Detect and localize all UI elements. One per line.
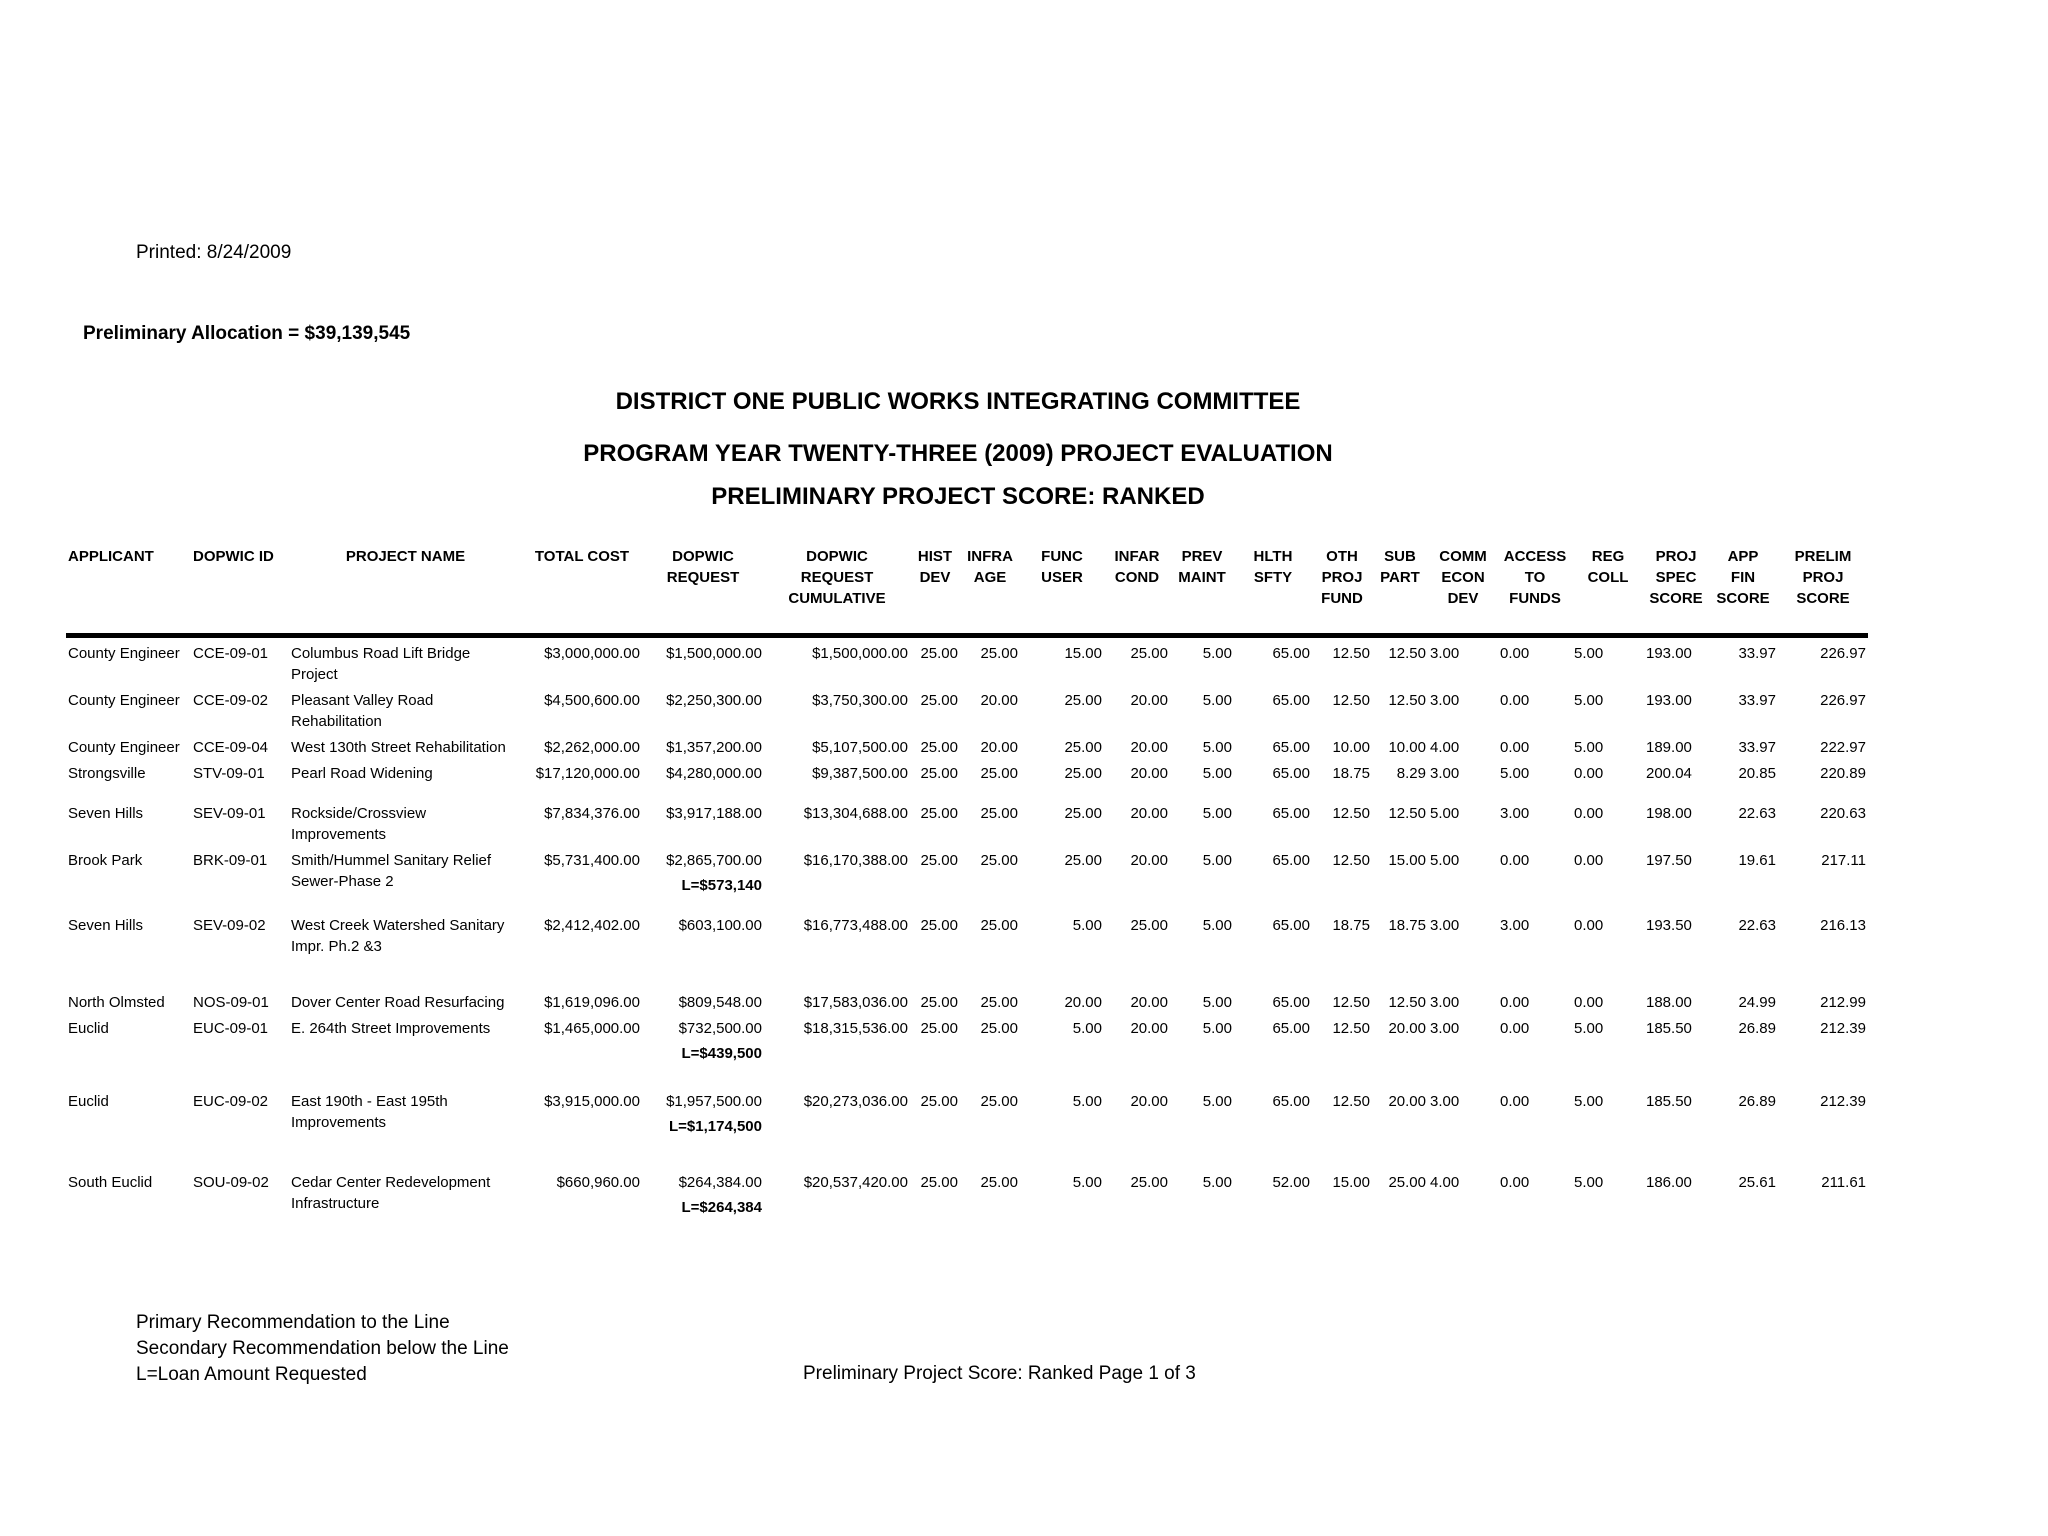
cell-reg: 0.00 <box>1574 765 1604 782</box>
cell-total: $17,120,000.00 <box>535 765 640 782</box>
cell-total: $2,262,000.00 <box>544 739 640 756</box>
cell-applicant: County Engineer <box>68 645 180 662</box>
cell-cumulative: $5,107,500.00 <box>812 739 908 756</box>
cell-oth: 12.50 <box>1332 805 1370 822</box>
cell-request <box>642 732 764 758</box>
cell-reg: 5.00 <box>1574 1174 1604 1191</box>
printed-date: Printed: 8/24/2009 <box>136 242 292 263</box>
cell-oth: 12.50 <box>1332 994 1370 1011</box>
column-header: HIST DEV <box>910 546 960 636</box>
cell-id: STV-09-01 <box>193 765 265 782</box>
cell-hist: 25.00 <box>920 852 958 869</box>
cell-cond: 25.00 <box>1130 917 1168 934</box>
cell-sub: 20.00 <box>1388 1093 1426 1110</box>
cell-infra: 25.00 <box>980 1174 1018 1191</box>
cell-fin: 33.97 <box>1738 645 1776 662</box>
cell-id: EUC-09-01 <box>193 1020 269 1037</box>
cell-comm: 3.00 <box>1430 692 1460 709</box>
cell-total: $2,412,402.00 <box>544 917 640 934</box>
report-title-score: PRELIMINARY PROJECT SCORE: RANKED <box>711 483 1205 510</box>
table-header-row <box>66 546 1868 636</box>
cell-id: SEV-09-01 <box>193 805 266 822</box>
cell-request <box>642 685 764 732</box>
cell-fin: 25.61 <box>1738 1174 1776 1191</box>
cell-spec: 193.50 <box>1646 917 1692 934</box>
cell-sub: 15.00 <box>1388 852 1426 869</box>
cell-sub: 12.50 <box>1388 805 1426 822</box>
cell-total: $4,500,600.00 <box>544 692 640 709</box>
cell-applicant: Euclid <box>68 1020 109 1037</box>
cell-fin: 26.89 <box>1738 1093 1776 1110</box>
cell-access: 5.00 <box>1500 765 1530 782</box>
cell-comm: 4.00 <box>1430 1174 1460 1191</box>
cell-infra: 25.00 <box>980 765 1018 782</box>
cell-request <box>642 636 764 686</box>
cell-request <box>642 798 764 845</box>
column-header: DOPWIC ID <box>191 546 289 636</box>
cell-infra: 25.00 <box>980 994 1018 1011</box>
cell-reg: 0.00 <box>1574 852 1604 869</box>
loan-amount: L=$1,174,500 <box>669 1118 762 1135</box>
cell-prev: 5.00 <box>1202 1020 1232 1037</box>
column-header: REG COLL <box>1572 546 1644 636</box>
cell-name: East 190th - East 195th Improvements <box>291 1093 448 1131</box>
cell-applicant: Seven Hills <box>68 917 144 934</box>
cell-func: 25.00 <box>1064 765 1102 782</box>
cell-name: West 130th Street Rehabilitation <box>291 739 506 756</box>
column-header: FUNC USER <box>1020 546 1104 636</box>
cell-applicant: Euclid <box>68 1093 109 1110</box>
cell-sub: 25.00 <box>1388 1174 1426 1191</box>
cell-sub: 18.75 <box>1388 917 1426 934</box>
cell-cond: 20.00 <box>1130 852 1168 869</box>
column-header: INFRA AGE <box>960 546 1020 636</box>
request-value: $1,357,200.00 <box>666 739 762 756</box>
cell-request <box>642 910 764 987</box>
cell-access: 0.00 <box>1500 1093 1530 1110</box>
request-value: $2,865,700.00 <box>666 852 762 869</box>
cell-prev: 5.00 <box>1202 692 1232 709</box>
preliminary-allocation: Preliminary Allocation = $39,139,545 <box>83 323 411 344</box>
cell-applicant: Seven Hills <box>68 805 144 822</box>
cell-oth: 10.00 <box>1332 739 1370 756</box>
cell-applicant: Strongsville <box>68 765 146 782</box>
cell-name: Pleasant Valley Road Rehabilitation <box>291 692 434 730</box>
cell-func: 5.00 <box>1072 1020 1102 1037</box>
cell-hlth: 65.00 <box>1272 692 1310 709</box>
cell-access: 3.00 <box>1500 805 1530 822</box>
cell-hlth: 65.00 <box>1272 645 1310 662</box>
cell-reg: 0.00 <box>1574 994 1604 1011</box>
cell-spec: 193.00 <box>1646 692 1692 709</box>
cell-spec: 193.00 <box>1646 645 1692 662</box>
cell-applicant: County Engineer <box>68 739 180 756</box>
cell-prelim: 212.39 <box>1820 1020 1866 1037</box>
cell-total: $7,834,376.00 <box>544 805 640 822</box>
cell-spec: 200.04 <box>1646 765 1692 782</box>
cell-spec: 198.00 <box>1646 805 1692 822</box>
cell-spec: 189.00 <box>1646 739 1692 756</box>
column-header: HLTH SFTY <box>1234 546 1312 636</box>
cell-reg: 0.00 <box>1574 805 1604 822</box>
cell-comm: 4.00 <box>1430 739 1460 756</box>
cell-id: BRK-09-01 <box>193 852 268 869</box>
cell-hist: 25.00 <box>920 645 958 662</box>
cell-func: 20.00 <box>1064 994 1102 1011</box>
cell-name: E. 264th Street Improvements <box>291 1020 491 1037</box>
cell-applicant: County Engineer <box>68 692 180 709</box>
cell-hlth: 65.00 <box>1272 994 1310 1011</box>
table-row <box>66 798 1868 845</box>
cell-prelim: 212.39 <box>1820 1093 1866 1110</box>
column-header: APPLICANT <box>66 546 191 636</box>
cell-hlth: 65.00 <box>1272 739 1310 756</box>
cell-cumulative: $20,537,420.00 <box>803 1174 908 1191</box>
cell-func: 5.00 <box>1072 917 1102 934</box>
cell-cond: 25.00 <box>1130 645 1168 662</box>
cell-sub: 10.00 <box>1388 739 1426 756</box>
column-header: APP FIN SCORE <box>1708 546 1778 636</box>
cell-prev: 5.00 <box>1202 917 1232 934</box>
cell-hist: 25.00 <box>920 1093 958 1110</box>
cell-id: CCE-09-04 <box>193 739 269 756</box>
cell-comm: 3.00 <box>1430 765 1460 782</box>
cell-oth: 12.50 <box>1332 645 1370 662</box>
cell-infra: 20.00 <box>980 739 1018 756</box>
column-header: OTH PROJ FUND <box>1312 546 1372 636</box>
request-value: $4,280,000.00 <box>666 765 762 782</box>
cell-func: 15.00 <box>1064 645 1102 662</box>
cell-request <box>642 845 764 910</box>
cell-request <box>642 987 764 1013</box>
table-row <box>66 1086 1868 1167</box>
request-value: $2,250,300.00 <box>666 692 762 709</box>
column-header: INFAR COND <box>1104 546 1170 636</box>
cell-prelim: 226.97 <box>1820 692 1866 709</box>
cell-access: 0.00 <box>1500 1020 1530 1037</box>
loan-amount: L=$264,384 <box>681 1199 762 1216</box>
cell-comm: 3.00 <box>1430 1093 1460 1110</box>
cell-cond: 20.00 <box>1130 805 1168 822</box>
cell-prev: 5.00 <box>1202 645 1232 662</box>
cell-id: NOS-09-01 <box>193 994 269 1011</box>
cell-request <box>642 1086 764 1167</box>
table-row <box>66 685 1868 732</box>
cell-request <box>642 1013 764 1086</box>
cell-prelim: 220.89 <box>1820 765 1866 782</box>
cell-total: $1,465,000.00 <box>544 1020 640 1037</box>
cell-spec: 188.00 <box>1646 994 1692 1011</box>
report-title-committee: DISTRICT ONE PUBLIC WORKS INTEGRATING COMMITTEE <box>615 388 1301 415</box>
cell-cumulative: $18,315,536.00 <box>803 1020 908 1037</box>
cell-access: 0.00 <box>1500 739 1530 756</box>
cell-prelim: 217.11 <box>1821 852 1866 869</box>
page-footer: Preliminary Project Score: Ranked Page 1 of 3 <box>803 1363 1196 1384</box>
cell-cumulative: $1,500,000.00 <box>812 645 908 662</box>
cell-hist: 25.00 <box>920 805 958 822</box>
column-header: PROJECT NAME <box>289 546 522 636</box>
cell-cond: 20.00 <box>1130 1020 1168 1037</box>
cell-sub: 20.00 <box>1388 1020 1426 1037</box>
column-header: DOPWIC REQUEST <box>642 546 764 636</box>
cell-prev: 5.00 <box>1202 1174 1232 1191</box>
cell-hlth: 65.00 <box>1272 917 1310 934</box>
loan-amount: L=$439,500 <box>681 1045 762 1062</box>
cell-request <box>642 758 764 798</box>
cell-hist: 25.00 <box>920 917 958 934</box>
cell-prelim: 216.13 <box>1820 917 1866 934</box>
cell-infra: 25.00 <box>980 852 1018 869</box>
cell-fin: 22.63 <box>1738 917 1776 934</box>
cell-fin: 19.61 <box>1738 852 1776 869</box>
cell-name: Cedar Center Redevelopment Infrastructure <box>291 1174 491 1212</box>
cell-oth: 18.75 <box>1332 917 1370 934</box>
note-primary: Primary Recommendation to the Line <box>136 1312 450 1333</box>
cell-prelim: 222.97 <box>1820 739 1866 756</box>
cell-cumulative: $20,273,036.00 <box>803 1093 908 1110</box>
request-value: $1,500,000.00 <box>666 645 762 662</box>
cell-fin: 24.99 <box>1738 994 1776 1011</box>
legend-notes <box>136 1310 509 1388</box>
table-row <box>66 910 1868 987</box>
cell-prev: 5.00 <box>1202 739 1232 756</box>
cell-name: Columbus Road Lift Bridge Project <box>291 645 471 683</box>
cell-sub: 12.50 <box>1388 645 1426 662</box>
cell-prelim: 211.61 <box>1821 1174 1866 1191</box>
cell-id: CCE-09-02 <box>193 692 269 709</box>
cell-infra: 25.00 <box>980 1093 1018 1110</box>
cell-access: 0.00 <box>1500 994 1530 1011</box>
cell-hist: 25.00 <box>920 994 958 1011</box>
cell-access: 0.00 <box>1500 1174 1530 1191</box>
cell-name: Rockside/Crossview Improvements <box>291 805 427 843</box>
cell-cumulative: $9,387,500.00 <box>812 765 908 782</box>
note-loan: L=Loan Amount Requested <box>136 1364 367 1385</box>
cell-hist: 25.00 <box>920 1174 958 1191</box>
cell-hist: 25.00 <box>920 692 958 709</box>
cell-oth: 15.00 <box>1332 1174 1370 1191</box>
cell-infra: 20.00 <box>980 692 1018 709</box>
cell-total: $3,915,000.00 <box>544 1093 640 1110</box>
cell-func: 25.00 <box>1064 739 1102 756</box>
cell-hist: 25.00 <box>920 1020 958 1037</box>
cell-cumulative: $16,170,388.00 <box>803 852 908 869</box>
cell-oth: 18.75 <box>1332 765 1370 782</box>
cell-cond: 20.00 <box>1130 765 1168 782</box>
cell-sub: 12.50 <box>1388 994 1426 1011</box>
loan-amount: L=$573,140 <box>681 877 762 894</box>
cell-prelim: 212.99 <box>1820 994 1866 1011</box>
request-value: $809,548.00 <box>678 994 762 1011</box>
cell-func: 5.00 <box>1072 1093 1102 1110</box>
cell-applicant: South Euclid <box>68 1174 153 1191</box>
cell-cumulative: $13,304,688.00 <box>803 805 908 822</box>
cell-reg: 5.00 <box>1574 1020 1604 1037</box>
table-row <box>66 1167 1868 1218</box>
note-secondary: Secondary Recommendation below the Line <box>136 1338 509 1359</box>
cell-cumulative: $3,750,300.00 <box>812 692 908 709</box>
cell-hist: 25.00 <box>920 765 958 782</box>
request-value: $603,100.00 <box>678 917 762 934</box>
cell-spec: 185.50 <box>1646 1020 1692 1037</box>
cell-spec: 185.50 <box>1646 1093 1692 1110</box>
column-header: ACCESS TO FUNDS <box>1498 546 1572 636</box>
cell-prev: 5.00 <box>1202 805 1232 822</box>
cell-hlth: 65.00 <box>1272 1093 1310 1110</box>
cell-cumulative: $16,773,488.00 <box>803 917 908 934</box>
column-header: COMM ECON DEV <box>1428 546 1498 636</box>
cell-reg: 0.00 <box>1574 917 1604 934</box>
request-value: $264,384.00 <box>678 1174 762 1191</box>
cell-sub: 8.29 <box>1396 765 1426 782</box>
table-row <box>66 732 1868 758</box>
cell-spec: 186.00 <box>1646 1174 1692 1191</box>
cell-fin: 33.97 <box>1738 692 1776 709</box>
cell-name: West Creek Watershed Sanitary Impr. Ph.2 &3 <box>291 917 505 955</box>
cell-access: 0.00 <box>1500 692 1530 709</box>
cell-cond: 20.00 <box>1130 692 1168 709</box>
cell-hlth: 52.00 <box>1272 1174 1310 1191</box>
cell-infra: 25.00 <box>980 1020 1018 1037</box>
cell-total: $1,619,096.00 <box>544 994 640 1011</box>
cell-comm: 3.00 <box>1430 994 1460 1011</box>
cell-name: Pearl Road Widening <box>291 765 433 782</box>
cell-hlth: 65.00 <box>1272 1020 1310 1037</box>
cell-access: 0.00 <box>1500 645 1530 662</box>
cell-id: SEV-09-02 <box>193 917 266 934</box>
cell-fin: 33.97 <box>1738 739 1776 756</box>
cell-request <box>642 1167 764 1218</box>
cell-prev: 5.00 <box>1202 852 1232 869</box>
cell-comm: 5.00 <box>1430 805 1460 822</box>
table-row <box>66 987 1868 1013</box>
cell-total: $660,960.00 <box>556 1174 640 1191</box>
cell-applicant: North Olmsted <box>68 994 165 1011</box>
cell-fin: 20.85 <box>1738 765 1776 782</box>
cell-reg: 5.00 <box>1574 692 1604 709</box>
cell-sub: 12.50 <box>1388 692 1426 709</box>
request-value: $1,957,500.00 <box>666 1093 762 1110</box>
cell-cond: 25.00 <box>1130 1174 1168 1191</box>
cell-oth: 12.50 <box>1332 1093 1370 1110</box>
cell-name: Dover Center Road Resurfacing <box>291 994 505 1011</box>
cell-hlth: 65.00 <box>1272 805 1310 822</box>
cell-reg: 5.00 <box>1574 645 1604 662</box>
cell-func: 25.00 <box>1064 852 1102 869</box>
cell-reg: 5.00 <box>1574 739 1604 756</box>
cell-prev: 5.00 <box>1202 994 1232 1011</box>
cell-cumulative: $17,583,036.00 <box>803 994 908 1011</box>
cell-total: $5,731,400.00 <box>544 852 640 869</box>
column-header: PREV MAINT <box>1170 546 1234 636</box>
column-header: PROJ SPEC SCORE <box>1644 546 1708 636</box>
cell-id: CCE-09-01 <box>193 645 269 662</box>
ranked-projects-table <box>66 546 1868 1218</box>
column-header: PRELIM PROJ SCORE <box>1778 546 1868 636</box>
cell-comm: 5.00 <box>1430 852 1460 869</box>
cell-hist: 25.00 <box>920 739 958 756</box>
table-row <box>66 636 1868 686</box>
cell-cond: 20.00 <box>1130 994 1168 1011</box>
cell-oth: 12.50 <box>1332 852 1370 869</box>
cell-access: 0.00 <box>1500 852 1530 869</box>
cell-func: 5.00 <box>1072 1174 1102 1191</box>
table-row <box>66 758 1868 798</box>
cell-cond: 20.00 <box>1130 1093 1168 1110</box>
cell-applicant: Brook Park <box>68 852 143 869</box>
cell-hlth: 65.00 <box>1272 765 1310 782</box>
table-row <box>66 1013 1868 1086</box>
column-header: TOTAL COST <box>522 546 642 636</box>
cell-hlth: 65.00 <box>1272 852 1310 869</box>
table-body <box>66 636 1868 1219</box>
cell-id: SOU-09-02 <box>193 1174 269 1191</box>
cell-infra: 25.00 <box>980 805 1018 822</box>
cell-prelim: 220.63 <box>1820 805 1866 822</box>
column-header: SUB PART <box>1372 546 1428 636</box>
cell-oth: 12.50 <box>1332 1020 1370 1037</box>
cell-comm: 3.00 <box>1430 645 1460 662</box>
cell-cond: 20.00 <box>1130 739 1168 756</box>
cell-fin: 22.63 <box>1738 805 1776 822</box>
column-header: DOPWIC REQUEST CUMULATIVE <box>764 546 910 636</box>
cell-prelim: 226.97 <box>1820 645 1866 662</box>
cell-comm: 3.00 <box>1430 917 1460 934</box>
cell-prev: 5.00 <box>1202 765 1232 782</box>
cell-infra: 25.00 <box>980 917 1018 934</box>
cell-name: Smith/Hummel Sanitary Relief Sewer-Phase 2 <box>291 852 492 890</box>
cell-func: 25.00 <box>1064 692 1102 709</box>
cell-total: $3,000,000.00 <box>544 645 640 662</box>
request-value: $3,917,188.00 <box>666 805 762 822</box>
cell-infra: 25.00 <box>980 645 1018 662</box>
cell-access: 3.00 <box>1500 917 1530 934</box>
cell-comm: 3.00 <box>1430 1020 1460 1037</box>
cell-func: 25.00 <box>1064 805 1102 822</box>
request-value: $732,500.00 <box>678 1020 762 1037</box>
cell-spec: 197.50 <box>1646 852 1692 869</box>
report-title-program-year: PROGRAM YEAR TWENTY-THREE (2009) PROJECT EVALUATION <box>583 440 1333 467</box>
cell-prev: 5.00 <box>1202 1093 1232 1110</box>
cell-fin: 26.89 <box>1738 1020 1776 1037</box>
cell-oth: 12.50 <box>1332 692 1370 709</box>
cell-id: EUC-09-02 <box>193 1093 269 1110</box>
cell-reg: 5.00 <box>1574 1093 1604 1110</box>
table-row <box>66 845 1868 910</box>
